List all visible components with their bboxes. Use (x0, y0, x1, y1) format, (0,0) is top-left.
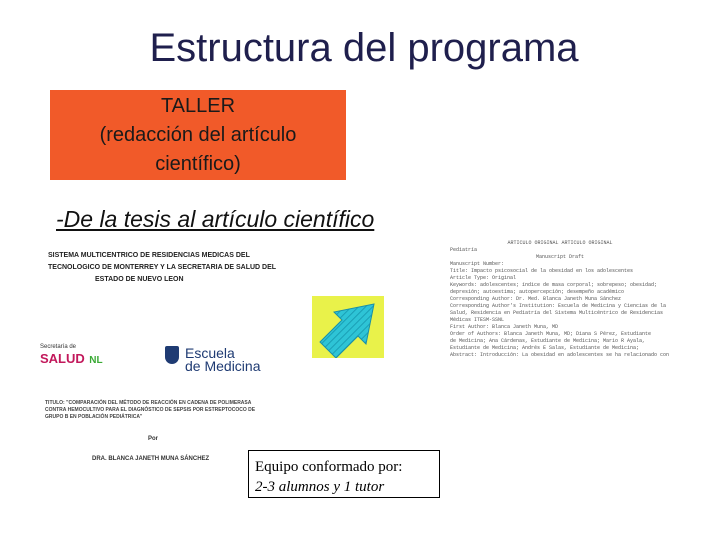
logo-salud-text: SALUD (40, 351, 85, 366)
article-manuscript-image (450, 240, 670, 400)
article-line: Keywords: adolescentes; índice de masa corporal; sobrepeso; obesidad; (450, 282, 658, 288)
article-line: Estudiante de Medicina; Andrés E Salas, Estudiante de Medicina; (450, 345, 640, 351)
thesis-por: Por (148, 436, 159, 442)
article-line: Pediatría (450, 247, 478, 253)
article-line: Corresponding Author's Institution: Escuela de Medicina y Ciencias de la (450, 303, 667, 309)
article-line: Title: Impacto psicosocial de la obesidad en los adolescentes (450, 268, 634, 274)
taller-line-3: científico) (155, 153, 241, 175)
logo-medicina-text: de Medicina (185, 358, 261, 374)
thesis-cover-image (40, 250, 280, 475)
thesis-header-line-1: SISTEMA MULTICENTRICO DE RESIDENCIAS MEDICAS DEL (48, 252, 250, 259)
logo-escuela-text: Escuela (185, 345, 235, 361)
arrow-right-icon (312, 296, 384, 358)
logo-secretaria-text: Secretaría de (40, 344, 77, 350)
shield-icon (165, 346, 179, 364)
thesis-header-line-3: ESTADO DE NUEVO LEON (95, 276, 184, 283)
equipo-box (248, 450, 440, 498)
article-line: Corresponding Author: Dr. Med. Blanca Janeth Muna Sánchez (450, 296, 622, 302)
article-line: de Medicina; Ana Cárdenas, Estudiante de Medicina; Mario R Ayala, (450, 338, 646, 344)
article-header: ARTICULO ORIGINAL ARTICULO ORIGINAL (507, 240, 613, 246)
taller-line-1: TALLER (160, 95, 236, 117)
article-line: Salud, Residencia en Pediatría del Sistema Multicéntrico de Residencias (450, 310, 664, 316)
escuela-medicina-logo (165, 342, 265, 372)
article-line: Abstract: Introducción: La obesidad en adolescentes se ha relacionado con (450, 352, 670, 358)
equipo-line-1: Equipo conformado por: (255, 459, 403, 475)
article-line: Médicas ITESM-SSNL (450, 317, 505, 323)
slide-title: Estructura del programa (149, 26, 579, 70)
thesis-header-line-2: TECNOLOGICO DE MONTERREY Y LA SECRETARIA DE SALUD DEL (48, 264, 277, 271)
logo-nl-text: NL (89, 355, 103, 366)
article-line: First Author: Blanca Janeth Muna, MD (450, 324, 559, 330)
arrow-graphic (312, 296, 384, 358)
thesis-project-title: TITULO: "COMPARACIÓN DEL MÉTODO DE REACCIÓN EN CADENA DE POLIMERASA CONTRA HEMOCULTIVO PARA EL DIAGNÓSTICO DE SEPSIS POR ESTREPTOCOCO DE GRUPO B EN POBLACIÓN PEDIÁTRICA" (45, 400, 256, 420)
taller-line-2: (redacción del artículo (99, 124, 297, 146)
article-line: Manuscript Draft (535, 254, 584, 260)
secretaria-salud-logo (40, 344, 110, 374)
article-line: depresión; autoestima; autopercepción; desempeño académico (450, 289, 625, 295)
article-line: Article Type: Original (450, 275, 517, 281)
thesis-author: DRA. BLANCA JANETH MUNA SÁNCHEZ (92, 456, 210, 462)
article-line: Order of Authors: Blanca Janeth Muna, MD; Diana S Pérez, Estudiante (450, 331, 652, 337)
article-line: Manuscript Number: (450, 261, 505, 267)
equipo-line-2: 2-3 alumnos y 1 tutor (255, 479, 385, 495)
taller-box (50, 90, 346, 180)
slide-subtitle: -De la tesis al artículo científico (56, 206, 375, 232)
